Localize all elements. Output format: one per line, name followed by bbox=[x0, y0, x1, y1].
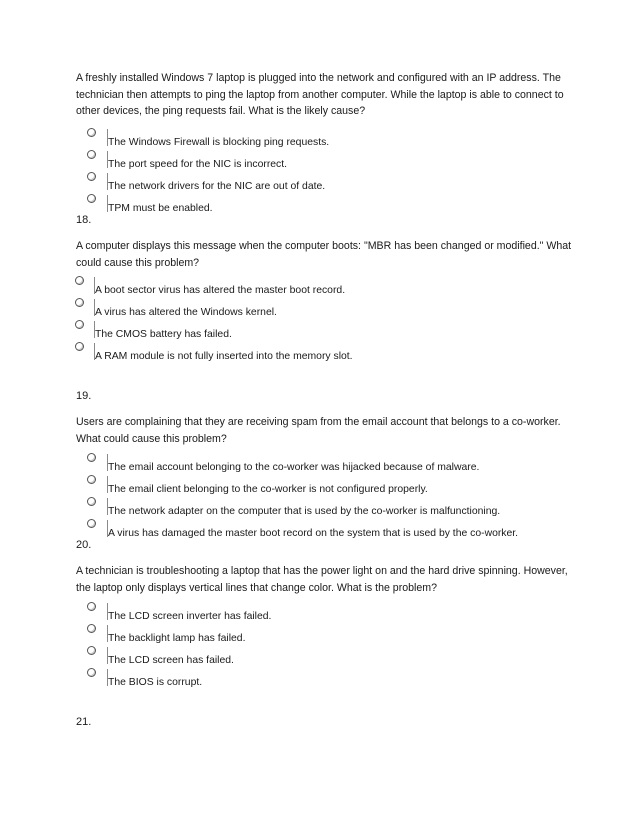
option-label: TPM must be enabled. bbox=[108, 203, 213, 214]
radio-button-icon[interactable] bbox=[75, 342, 84, 351]
option-q17-a[interactable] bbox=[87, 128, 627, 150]
option-q18-b[interactable] bbox=[75, 298, 615, 320]
option-q19-a[interactable] bbox=[87, 453, 627, 475]
option-q17-c[interactable] bbox=[87, 172, 627, 194]
radio-button-icon[interactable] bbox=[75, 320, 84, 329]
question-number-20: 20. bbox=[76, 539, 92, 551]
option-q18-d[interactable] bbox=[75, 342, 615, 364]
radio-button-icon[interactable] bbox=[87, 475, 96, 484]
option-q17-d[interactable] bbox=[87, 194, 627, 216]
radio-button-icon[interactable] bbox=[87, 497, 96, 506]
option-label: The CMOS battery has failed. bbox=[95, 329, 232, 340]
option-label: A virus has altered the Windows kernel. bbox=[95, 307, 277, 318]
question-number-18: 18. bbox=[76, 214, 92, 226]
option-label: The email client belonging to the co-worker is not configured properly. bbox=[108, 484, 428, 495]
radio-button-icon[interactable] bbox=[75, 276, 84, 285]
radio-button-icon[interactable] bbox=[87, 624, 96, 633]
option-label: The network adapter on the computer that is used by the co-worker is malfunctioning. bbox=[108, 506, 501, 517]
question-number-21: 21. bbox=[76, 716, 92, 728]
option-label: The backlight lamp has failed. bbox=[108, 633, 246, 644]
option-label: The email account belonging to the co-worker was hijacked because of malware. bbox=[108, 462, 480, 473]
radio-button-icon[interactable] bbox=[87, 668, 96, 677]
question-18-text: A computer displays this message when the computer boots: "MBR has been changed or modified." What could cause this problem? bbox=[76, 240, 572, 269]
option-q19-c[interactable] bbox=[87, 497, 627, 519]
radio-button-icon[interactable] bbox=[87, 453, 96, 462]
question-17-text: A freshly installed Windows 7 laptop is plugged into the network and configured with an IP address. The technician then attempts to ping the laptop from another computer. While the laptop is able to connect to other devices, the ping requests fail. What is the likely cause? bbox=[76, 72, 564, 117]
option-q17-b[interactable] bbox=[87, 150, 627, 172]
option-q19-d[interactable] bbox=[87, 519, 627, 541]
option-label: The LCD screen has failed. bbox=[108, 655, 234, 666]
radio-button-icon[interactable] bbox=[87, 194, 96, 203]
question-19-text: Users are complaining that they are receiving spam from the email account that belongs to a co-worker. What could cause this problem? bbox=[76, 416, 561, 445]
option-label: A RAM module is not fully inserted into the memory slot. bbox=[95, 351, 353, 362]
option-label: A boot sector virus has altered the master boot record. bbox=[95, 285, 346, 296]
radio-button-icon[interactable] bbox=[75, 298, 84, 307]
option-q19-b[interactable] bbox=[87, 475, 627, 497]
option-label: The port speed for the NIC is incorrect. bbox=[108, 159, 288, 170]
option-q20-a[interactable] bbox=[87, 602, 627, 624]
option-label: The network drivers for the NIC are out of date. bbox=[108, 181, 326, 192]
option-label: The Windows Firewall is blocking ping requests. bbox=[108, 137, 330, 148]
option-label: The LCD screen inverter has failed. bbox=[108, 611, 272, 622]
option-label: A virus has damaged the master boot record on the system that is used by the co-worker. bbox=[108, 528, 519, 539]
question-number-19: 19. bbox=[76, 390, 92, 402]
option-q18-a[interactable] bbox=[75, 276, 615, 298]
question-20-text: A technician is troubleshooting a laptop that has the power light on and the hard drive spinning. However, the laptop only displays vertical lines that change color. What is the problem? bbox=[76, 565, 568, 594]
radio-button-icon[interactable] bbox=[87, 519, 96, 528]
radio-button-icon[interactable] bbox=[87, 646, 96, 655]
option-label: The BIOS is corrupt. bbox=[108, 677, 203, 688]
radio-button-icon[interactable] bbox=[87, 128, 96, 137]
option-q18-c[interactable] bbox=[75, 320, 615, 342]
radio-button-icon[interactable] bbox=[87, 150, 96, 159]
radio-button-icon[interactable] bbox=[87, 602, 96, 611]
radio-button-icon[interactable] bbox=[87, 172, 96, 181]
option-q20-c[interactable] bbox=[87, 646, 627, 668]
option-q20-b[interactable] bbox=[87, 624, 627, 646]
option-q20-d[interactable] bbox=[87, 668, 627, 690]
